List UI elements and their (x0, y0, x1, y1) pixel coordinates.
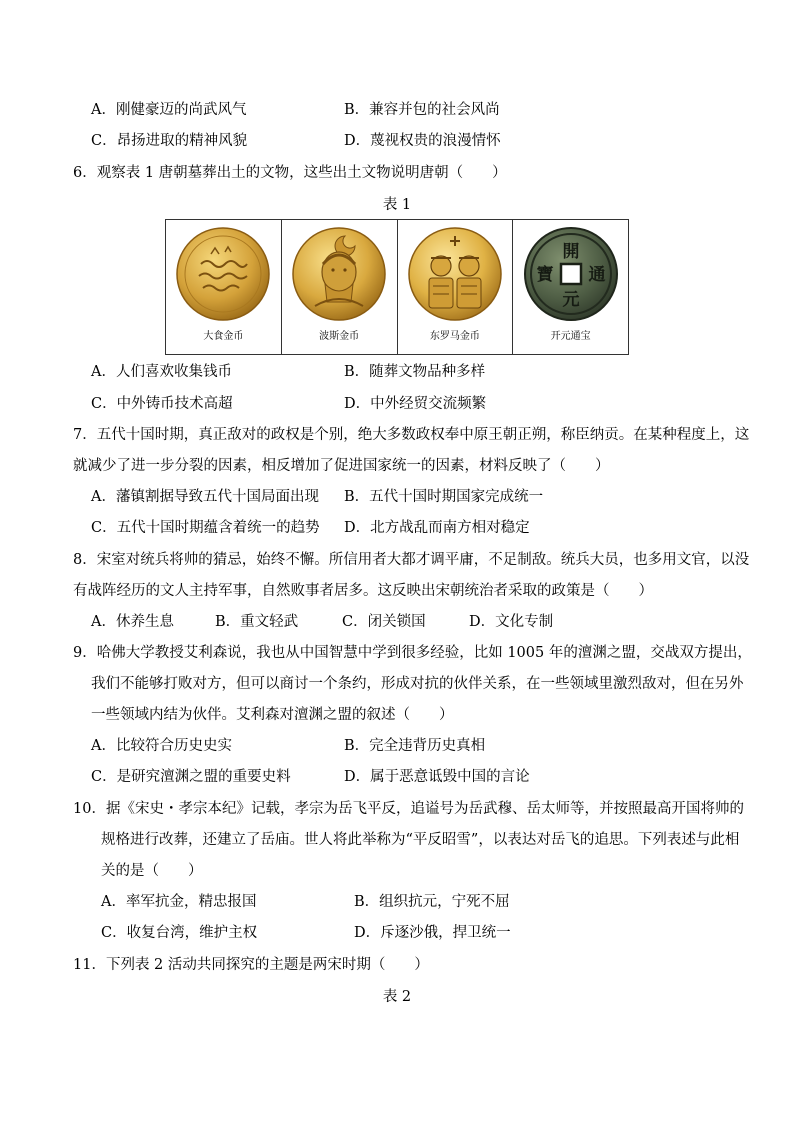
kaiyuan-char-top: 開 (562, 242, 580, 262)
q8-option-b[interactable]: B．重文轻武 (215, 614, 299, 630)
q7-stem-line1: 7．五代十国时期，真正敌对的政权是个别，绝大多数政权奉中原王朝正朔，称臣纳贡。在某种程度上，这 (73, 427, 750, 443)
q6-option-b[interactable]: B．随葬文物品种多样 (344, 364, 486, 380)
q9-option-d[interactable]: D．属于恶意诋毁中国的言论 (344, 769, 530, 785)
coin-label: 大食金币 (203, 331, 244, 342)
q9-stem-line2: 我们不能够打败对方，但可以商讨一个条约，形成对抗的伙伴关系，在一些领域里激烈敌对，但在另外 (91, 676, 744, 692)
q8-stem-line2: 有战阵经历的文人主持军事，自然败事者居多。这反映出宋朝统治者采取的政策是（ ） (73, 583, 653, 599)
q6-option-c[interactable]: C．中外铸币技术高超 (91, 396, 233, 412)
q8-option-c[interactable]: C．闭关锁国 (342, 614, 426, 630)
coin-cell-byzantine (397, 220, 513, 355)
coin-table (165, 219, 629, 355)
q10-option-a[interactable]: A．率军抗金，精忠报国 (101, 894, 257, 910)
table2-caption: 表 2 (382, 989, 412, 1005)
q7-stem-line2: 就减少了进一步分裂的因素，相反增加了促进国家统一的因素，材料反映了（ ） (73, 458, 610, 474)
q5-option-b[interactable]: B．兼容并包的社会风尚 (344, 102, 500, 118)
q10-stem-line1: 10．据《宋史・孝宗本纪》记载，孝宗为岳飞平反，追谥号为岳武穆、岳太师等，并按照最高开国将帅的 (73, 801, 744, 817)
q8-option-a[interactable]: A．休养生息 (91, 614, 174, 630)
q5-option-d[interactable]: D．蔑视权贵的浪漫情怀 (344, 133, 501, 149)
coin-label: 开元通宝 (550, 331, 591, 342)
q7-option-a[interactable]: A．藩镇割据导致五代十国局面出现 (91, 489, 319, 505)
persian-gold-coin-icon (289, 224, 389, 324)
q5-option-a[interactable]: A．刚健豪迈的尚武风气 (91, 102, 247, 118)
q6-option-d[interactable]: D．中外经贸交流频繁 (344, 396, 487, 412)
kaiyuan-char-bottom: 元 (562, 290, 580, 310)
q7-option-d[interactable]: D．北方战乱而南方相对稳定 (344, 520, 530, 536)
kaiyuan-char-right: 通 (588, 265, 606, 285)
q8-stem-line1: 8．宋室对统兵将帅的猜忌，始终不懈。所信用者大都才调平庸，不足制敌。统兵大员，也多用文官，以没 (73, 552, 750, 568)
q9-stem-line1: 9．哈佛大学教授艾利森说，我也从中国智慧中学到很多经验，比如 1005 年的澶渊之盟，交战双方提出， (73, 645, 752, 661)
q8-option-d[interactable]: D．文化专制 (469, 614, 554, 630)
coin-label: 波斯金币 (319, 331, 360, 342)
q5-option-c[interactable]: C．昂扬进取的精神风貌 (91, 133, 248, 149)
coin-label: 东罗马金币 (429, 331, 480, 342)
q9-option-a[interactable]: A．比较符合历史史实 (91, 738, 232, 754)
coin-cell-persian (281, 220, 397, 355)
q10-option-b[interactable]: B．组织抗元，宁死不屈 (354, 894, 510, 910)
q10-option-d[interactable]: D．斥逐沙俄，捍卫统一 (354, 925, 511, 941)
q9-stem-line3: 一些领域内结为伙伴。艾利森对澶渊之盟的叙述（ ） (91, 707, 454, 723)
q9-option-c[interactable]: C．是研究澶渊之盟的重要史料 (91, 769, 291, 785)
table1-caption: 表 1 (382, 197, 412, 213)
q7-option-c[interactable]: C．五代十国时期蕴含着统一的趋势 (91, 520, 320, 536)
coin-cell-kaiyuan (513, 220, 629, 355)
kaiyuan-tongbao-coin-icon (521, 224, 621, 324)
arabic-gold-coin-icon (173, 224, 273, 324)
q7-option-b[interactable]: B．五代十国时期国家完成统一 (344, 489, 544, 505)
coin-cell-arabic (166, 220, 282, 355)
q6-stem: 6．观察表 1 唐朝墓葬出土的文物，这些出土文物说明唐朝（ ） (73, 165, 507, 181)
kaiyuan-char-left: 寶 (536, 265, 554, 285)
q9-option-b[interactable]: B．完全违背历史真相 (344, 738, 486, 754)
byzantine-gold-coin-icon (405, 224, 505, 324)
q10-stem-line3: 关的是（ ） (101, 863, 203, 879)
q10-option-c[interactable]: C．收复台湾，维护主权 (101, 925, 258, 941)
q6-option-a[interactable]: A．人们喜欢收集钱币 (91, 364, 232, 380)
q10-stem-line2: 规格进行改葬，还建立了岳庙。世人将此举称为“平反昭雪”，以表达对岳飞的追思。下列表述与此相 (101, 832, 740, 848)
q11-stem: 11．下列表 2 活动共同探究的主题是两宋时期（ ） (73, 957, 429, 973)
